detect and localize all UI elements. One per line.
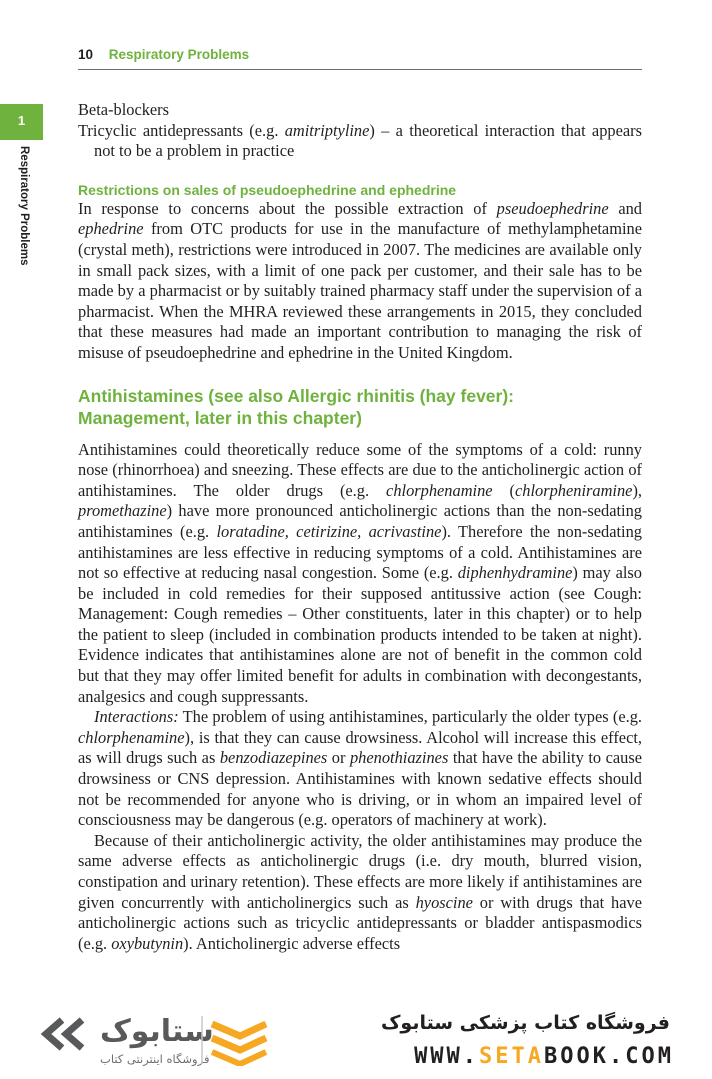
running-title: Respiratory Problems [108, 47, 250, 62]
store-name: فروشگاه کتاب پزشکی ستابوک [380, 1012, 670, 1034]
section-heading: Antihistamines (see also Allergic rhinitis (hay fever): Management, later in this chapter) [78, 385, 515, 428]
book-stack-icon [200, 1014, 270, 1066]
chapter-side-label: Respiratory Problems [18, 146, 30, 266]
chapter-tab: 1 [0, 104, 43, 140]
logo-arrows-icon [38, 1016, 94, 1052]
brand-tagline: فروشگاه اینترنتی کتاب [100, 1052, 210, 1066]
list-item: Beta-blockers [78, 100, 170, 119]
page-number: 10 [78, 47, 94, 62]
running-header [78, 47, 642, 70]
page-body [78, 100, 642, 954]
brand-logo-text: ستابوک [100, 1014, 214, 1049]
body-paragraph: Because of their anticholinergic activity, the older antihistamines may produce the same adverse effects as anticholinergic drugs (i.e. dry mouth, blurred vision, constipation and urinary retention). These effects are more likely if antihistamines are given concurrently with anticholinergics such as hyoscine or with drugs that have anticholinergic actions such as tricyclic antidepressants or bladder antispasmodics (e.g. oxybutynin). Anticholinergic adverse effects [78, 830, 642, 953]
website-url: WWW.SETABOOK.COM [414, 1044, 674, 1069]
body-paragraph: Interactions: The problem of using antihistamines, particularly the older types (e.g. chlorphenamine), is that they can cause drowsiness. Alcohol will increase this effect, as will drugs such as benzodiazepines or phenothiazines that have the ability to cause drowsiness or CNS depression. Antihistamines with known sedative effects should not be recommended for anyone who is driving, or in whom an impaired level of consciousness may be dangerous (e.g. operators of machinery at work). [78, 707, 642, 830]
body-paragraph: In response to concerns about the possible extraction of pseudoephedrine and ephedrine from OTC products for use in the manufacture of methylamphetamine (crystal meth), restrictions were introduced in 2007. The medicines are available only in small pack sizes, with a limit of one pack per customer, and their sale has to be made by a pharmacist or by suitably trained pharmacy staff under the supervision of a pharmacist. When the MHRA reviewed these arrangements in 2015, they concluded that these measures had made an important contribution to managing the risk of misuse of pseudoephedrine and ephedrine in the United Kingdom. [78, 198, 643, 362]
subsection-heading: Restrictions on sales of pseudoephedrine and ephedrine [78, 181, 457, 198]
body-paragraph: Antihistamines could theoretically reduce some of the symptoms of a cold: runny nose (rhinorrhoea) and sneezing. These effects are due to the anticholinergic action of antihistamines. The older drugs (e.g. chlorphenamine (chlorpheniramine), promethazine) have more pronounced anticholinergic actions than the non-sedating antihistamines (e.g. loratadine, cetirizine, acrivastine). Therefore the non-sedating antihistamines are less effective in reducing symptoms of a cold. Antihistamines are not so effective at reducing nasal congestion. Some (e.g. diphenhydramine) may also be included in cold remedies for their supposed antitussive action (see Cough: Management: Cough remedies – Other constituents, later in this chapter) or to help the patient to sleep (included in combination products intended to be taken at night). Evidence indicates that antihistamines alone are not of benefit in the common cold but that they may offer limited benefit for adults in combination with decongestants, analgesics and cough suppressants. [78, 439, 643, 706]
publisher-banner [0, 1000, 712, 1079]
list-item: Tricyclic antidepressants (e.g. amitriptyline) – a theoretical interaction that appears not to be a problem in practice [78, 120, 642, 161]
